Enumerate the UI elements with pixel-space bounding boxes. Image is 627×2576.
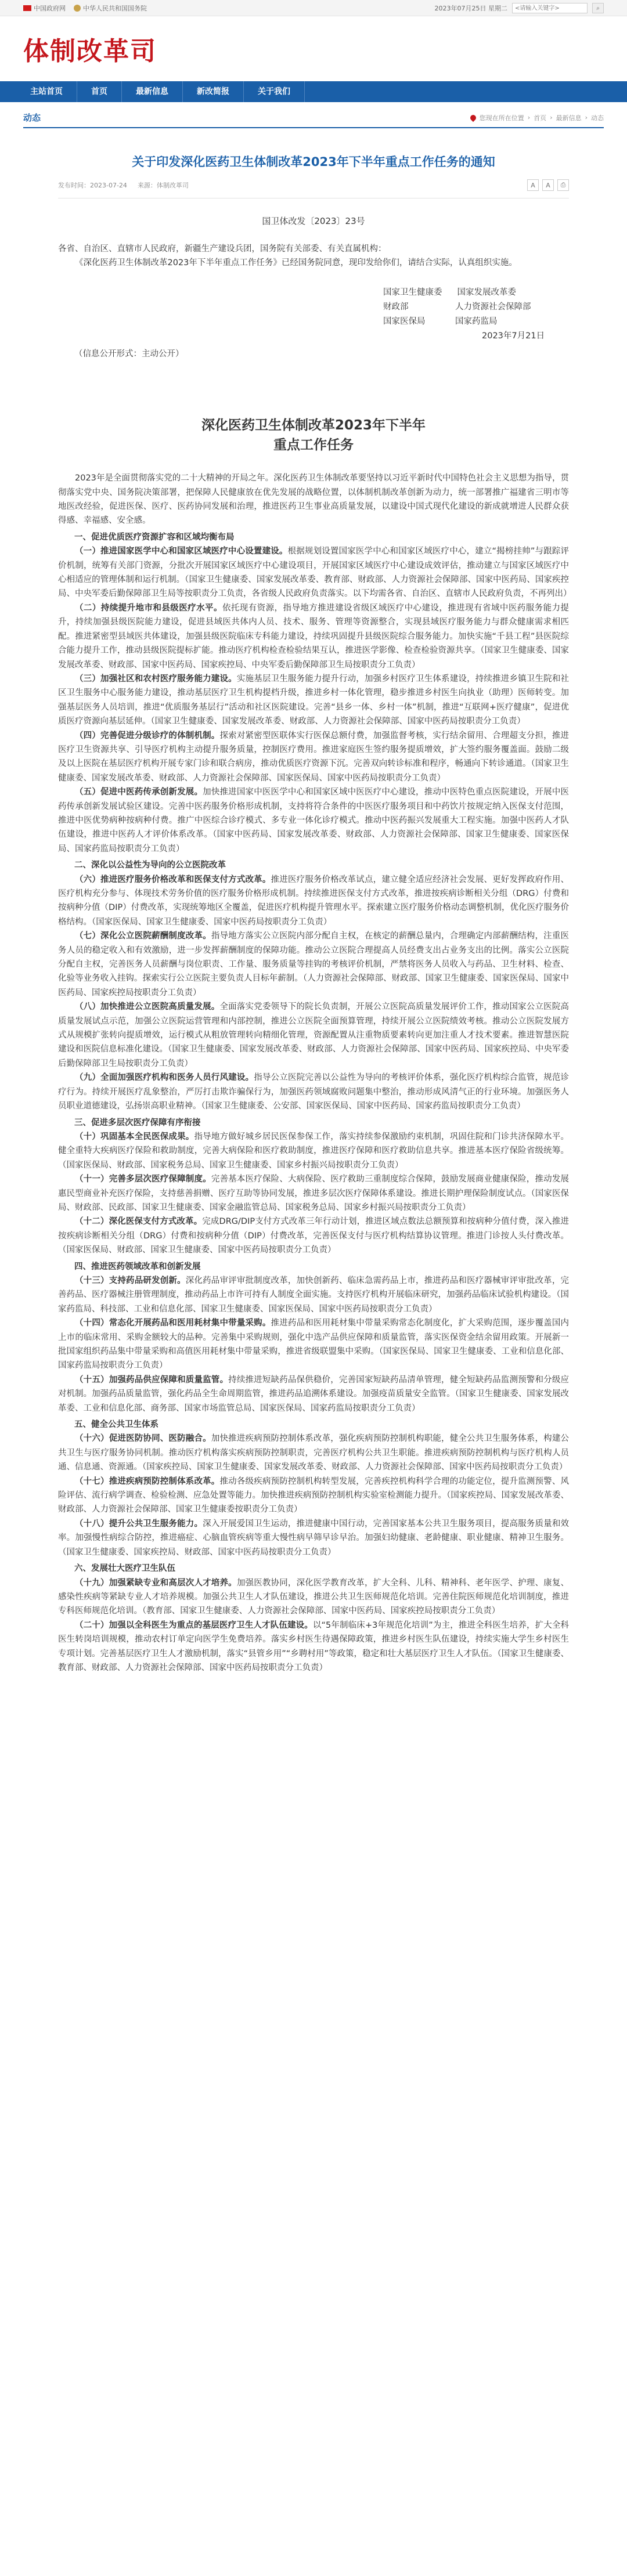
- nav-latest[interactable]: 最新信息: [122, 81, 183, 102]
- signer: 财政部: [383, 302, 409, 312]
- task-lead: （七）深化公立医院薪酬制度改革。: [75, 931, 211, 941]
- task-paragraph: [58, 544, 572, 601]
- task-paragraph: [58, 1215, 569, 1257]
- main-title-line: 深化医药卫生体制改革2023年下半年: [201, 418, 426, 433]
- article: [23, 153, 604, 1692]
- emblem-icon: [74, 5, 81, 12]
- task-lead: （十三）支持药品研发创新。: [75, 1276, 186, 1285]
- task-text: 完成DRG/DIP支付方式改革三年行动计划，推进区域点数法总额预算和按病种分值付费，深入推进按疾病诊断相关分组（DRG）付费和按病种分值（DIP）付费改革，完善医保支付与医疗机构结算协议管理。推进门诊按人头付费改革。（国家医保局、财政部、国家卫生健康委、国家中医药局按职责分工负责）: [58, 1217, 570, 1255]
- task-text: 完善基本医疗保险、大病保险、医疗救助三重制度综合保障，鼓励发展商业健康保险，推动发展惠民型商业补充医疗保险，支持慈善捐赠、医疗互助等协同发展，推进多层次医疗保障体系建设。推进长期护理保险制度试点。（国家医保局、财政部、民政部、国家卫生健康委、国家金融监管总局、国家税务总局、国家乡村振兴局按职责分工负责）: [58, 1175, 570, 1212]
- task-text: 指导地方做好城乡居民医保参保工作，落实持续参保激励约束机制，巩固住院和门诊共济保障水平。健全重特大疾病医疗保险和救助制度，完善大病保险和医疗救助制度，推进医疗保障和医疗救助信息共享。推进基本医疗保险省级统筹。（国家医保局、财政部、国家税务总局、国家卫生健康委、国家乡村振兴局按职责分工负责）: [58, 1132, 570, 1170]
- flag-icon: [23, 5, 31, 11]
- main-nav: [0, 81, 627, 102]
- task-paragraph: [58, 1432, 569, 1474]
- task-lead: （一）推进国家医学中心和国家区域医疗中心设置建设。: [75, 547, 288, 557]
- sign-date: 2023年7月21日: [482, 331, 545, 341]
- nav-home[interactable]: 首页: [77, 81, 122, 102]
- search-input[interactable]: [512, 3, 588, 13]
- site-title: 体制改革司: [23, 37, 157, 66]
- task-paragraph: [58, 929, 569, 1000]
- task-paragraph: [58, 672, 569, 729]
- preface-paragraph: 2023年是全面贯彻落实党的二十大精神的开局之年。深化医药卫生体制改革要坚持以习近平新时代中国特色社会主义思想为指导，贯彻落实党中央、国务院决策部署，把保障人民健康放在优先发展的战略位置，以体制机制改革创新为动力，统一部署推广福建省三明市等地医改经验，促进医保、医疗、医药协同发展和治理，推进医药卫生事业高质量发展，以建设中国式现代化建设的新成就增进人民群众获得感、幸福感、安全感。: [58, 474, 569, 526]
- gov-portal-link[interactable]: 中国政府网: [23, 3, 66, 13]
- disclosure-note: （信息公开形式：主动公开）: [74, 349, 184, 359]
- task-text: 根据规划设置国家医学中心和国家区域医疗中心，建立“揭榜挂帅”与跟踪评价机制，统筹有关部门资源，分批次开展国家区域医疗中心建设项目，开展国家区域医疗中心建设成效评估，推动建立与国家区域医疗中心相适应的管理体制和运行机制。（国家卫生健康委、国家发展改革委、教育部、财政部、人力资源社会保障部、国家中医药局、国家疾控局、中央军委后勤保障部卫生局等按职责分工负责，各省级人民政府负责落实。以下均需各省、自治区、直辖市人民政府负责，不再列出）: [58, 547, 572, 599]
- task-paragraph: [58, 1618, 569, 1675]
- signer: 国家药监局: [455, 316, 498, 326]
- location-pin-icon: [469, 113, 477, 121]
- salutation: 各省、自治区、直辖市人民政府，新疆生产建设兵团，国务院有关部委、有关直属机构：: [58, 244, 387, 254]
- article-source: 来源：体制改革司: [137, 182, 189, 189]
- task-paragraph: [58, 1316, 569, 1373]
- search-button[interactable]: [592, 3, 604, 13]
- task-paragraph: [58, 1373, 569, 1415]
- task-text: 加快推进疾病预防控制体系改革，强化疾病预防控制机构职能，健全公共卫生服务体系，构建公共卫生与医疗服务协同机制。推动医疗机构落实疾病预防控制职责，完善医疗机构公共卫生职能。推进疾病预防控制机构与医疗机构人员通、信息通、资源通。（国家疾控局、国家卫生健康委、国家发展改革委、财政部、人力资源社会保障部、国家中医药局按职责分工负责）: [58, 1434, 570, 1472]
- task-lead: （十五）加强药品供应保障和质量监管。: [75, 1375, 229, 1385]
- search-icon: ⌕: [596, 5, 600, 12]
- task-lead: （十八）提升公共卫生服务能力。: [75, 1519, 203, 1529]
- signer: 国家卫生健康委: [383, 287, 442, 297]
- signer: 国家发展改革委: [457, 287, 516, 297]
- task-text: 依托现有资源，指导地方推进建设省级区域医疗中心建设，推进现有省域中医药服务能力提升，持续加强县级医院能力建设，促进县域医共体内人员、技术、服务、管理等资源整合，实现县域医疗服务能力与群众健康需求相匹配。推进紧密型县域医共体建设，加强县级医院临床专科能力建设，持续巩固提升县级医院综合服务能力。加快实施“千县工程”县医院综合能力提升工作，推动县级医院提标扩能。推动医疗机构检查检验结果互认，推进医学影像、检查检验资源共享。（国家卫生健康委、国家发展改革委、财政部、国家中医药局、国家疾控局、中央军委后勤保障部卫生局按职责分工负责）: [58, 603, 569, 670]
- task-paragraph: [58, 1172, 569, 1215]
- breadcrumb: [23, 111, 604, 128]
- task-lead: （六）推进医疗服务价格改革和医保支付方式改革。: [75, 875, 271, 884]
- breadcrumb-label: 您现在所在位置: [479, 114, 524, 122]
- task-lead: （二）持续提升地市和县级医疗水平。: [75, 603, 222, 613]
- task-text: 以“5年制临床+3年规范化培训”为主，推进全科医生培养，扩大全科医生转岗培训规模，推动农村订单定向医学生免费培养。落实乡村医生待遇保障政策，推进乡村医生队伍建设，持续实施大学生乡村医生专项计划。完善基层医疗卫生人才激励机制，落实“县管乡用”“乡聘村用”等政策，稳定和壮大基层医疗卫生人才队伍。（国家卫生健康委、教育部、财政部、人力资源社会保障部、国家中医药局按职责分工负责）: [58, 1620, 570, 1672]
- today-date: 2023年07月25日 星期二: [434, 5, 507, 12]
- task-text: 深入开展爱国卫生运动，推进健康中国行动，完善国家基本公共卫生服务项目，提高服务质量和效率。加强慢性病综合防控，推进癌症、心脑血管疾病等重大慢性病早筛早诊早治。加强妇幼健康、老龄健康、职业健康、精神卫生服务。（国家卫生健康委、国家疾控局、财政部、国家中医药局按职责分工负责）: [58, 1519, 570, 1557]
- breadcrumb-current[interactable]: 动态: [591, 114, 604, 122]
- task-lead: （十二）深化医保支付方式改革。: [75, 1217, 203, 1227]
- task-paragraph: [58, 1517, 569, 1559]
- font-smaller-icon[interactable]: A: [542, 179, 554, 191]
- task-lead: （十九）加强紧缺专业和高层次人才培养。: [75, 1578, 237, 1588]
- task-lead: （八）加快推进公立医院高质量发展。: [75, 1002, 220, 1012]
- site-banner: [0, 16, 627, 81]
- document-number: 国卫体改发〔2023〕23号: [262, 216, 365, 226]
- section-heading: 一、促进优质医疗资源扩容和区域均衡布局: [74, 532, 235, 542]
- font-larger-icon[interactable]: A: [527, 179, 539, 191]
- publish-date: 发布时间：2023-07-24: [58, 182, 127, 189]
- task-paragraph: [58, 1475, 569, 1517]
- task-text: 持续推进短缺药品保供稳价，完善国家短缺药品清单管理，健全短缺药品监测预警和分级应对机制。加强药品质量监管，强化药品全生命周期监管，推进药品追溯体系建设。加强疫苗质量安全监管。（国家卫生健康委、国家发展改革委、工业和信息化部、商务部、国家市场监管总局、国家医保局、国家药监局按职责分工负责）: [58, 1375, 569, 1413]
- article-meta: [58, 179, 569, 198]
- task-lead: （十）巩固基本全民医保成果。: [75, 1132, 194, 1141]
- task-text: 加强医教协同，深化医学教育改革，扩大全科、儿科、精神科、老年医学、护理、康复、感染性疾病等紧缺专业人才培养规模。加强公共卫生人才队伍建设，推进公共卫生医师规范化培训。完善住院医师规范化培训制度，推进专科医师规范化培训。（教育部、国家卫生健康委、人力资源社会保障部、国家中医药局、国家疾控局按职责分工负责）: [58, 1578, 570, 1616]
- task-text: 推进医疗服务价格改革试点，建立健全适应经济社会发展、更好发挥政府作用、医疗机构充分参与、体现技术劳务价值的医疗服务价格形成机制。持续推进医保支付方式改革，推进按疾病诊断相关分组（DRG）付费和按病种分值（DIP）付费改革，实现统筹地区全覆盖，促进医疗机构提升管理水平。探索建立医疗服务价格动态调整机制，优化医疗服务价格结构。（国家医保局、国家卫生健康委、国家中医药局按职责分工负责）: [58, 875, 570, 927]
- task-text: 全面落实党委领导下的院长负责制，开展公立医院高质量发展评价工作，推动国家公立医院高质量发展试点示范，加强公立医院运营管理和内部控制，推进公立医院全面预算管理，持续开展公立医院绩效考核。推动公立医院发展方式从规模扩张转向提质增效，运行模式从粗放管理转向精细化管理，资源配置从注重物质要素转向更加注重人才技术要素。推进智慧医院建设和医院信息标准化建设。（国家卫生健康委、国家发展改革委、财政部、人力资源社会保障部、国家中医药局、国家疾控局、中央军委后勤保障部卫生局按职责分工负责）: [58, 1002, 569, 1068]
- task-lead: （四）完善促进分级诊疗的体制机制。: [75, 731, 220, 740]
- task-paragraph: [58, 601, 569, 672]
- task-text: 指导地方落实公立医院内部分配自主权，在核定的薪酬总量内，合理确定内部薪酬结构，注重医务人员的稳定收入和有效激励，进一步发挥薪酬制度的保障功能。推动公立医院合理提高人员经费支出占业务支出的比例。落实公立医院分配自主权，完善医务人员薪酬与岗位职责、工作量、服务质量等挂钩的考核评价机制，严禁将医务人员收入与药品、卫生材料、检查、化验等业务收入挂钩。探索实行公立医院主要负责人目标年薪制。（人力资源社会保障部、财政部、国家卫生健康委、国家医保局、国家中医药局、国家疾控局按职责分工负责）: [58, 931, 570, 998]
- section-heading: 四、推进医药领域改革和创新发展: [74, 1262, 201, 1271]
- task-paragraph: [58, 1130, 569, 1172]
- print-icon[interactable]: ⎙: [557, 179, 569, 191]
- breadcrumb-latest[interactable]: 最新信息: [556, 114, 582, 122]
- task-text: 深化药品审评审批制度改革，加快创新药、临床急需药品上市，推进药品和医疗器械审评审批改革，完善药品、医疗器械注册管理制度，推动药品上市许可持有人制度全面实施。支持医疗机构开展临床研究，加强药品临床试验机构建设。（国家药监局、科技部、工业和信息化部、国家卫生健康委、国家医保局、国家中医药局按职责分工负责）: [58, 1276, 569, 1314]
- nav-about[interactable]: 关于我们: [244, 81, 305, 102]
- signers: [58, 286, 569, 344]
- task-text: 指导公立医院完善以公益性为导向的考核评价体系，强化医疗机构综合监管，规范诊疗行为。持续开展医疗乱象整治，严厉打击欺诈骗保行为，加强医药领域腐败问题集中整治，推动形成风清气正的行业环境。加强医务人员职业道德建设，弘扬崇高职业精神。（国家卫生健康委、公安部、国家医保局、国家中医药局、国家药监局按职责分工负责）: [58, 1073, 570, 1111]
- section-title: 动态: [23, 113, 41, 123]
- section-heading: 二、深化以公益性为导向的公立医院改革: [74, 861, 226, 870]
- article-title: 关于印发深化医药卫生体制改革2023年下半年重点工作任务的通知: [132, 155, 495, 169]
- task-paragraph: [58, 1000, 569, 1071]
- task-text: 推动各级疾病预防控制机构转型发展，完善疾控机构科学合理的功能定位，提升监测预警、风险评估、流行病学调查、检验检测、应急处置等能力。加快推进疾病预防控制机构实验室检测能力提升。（国家疾控局、国家发展改革委、财政部、人力资源社会保障部、国家卫生健康委按职责分工负责）: [58, 1476, 569, 1515]
- task-paragraph: [58, 1576, 569, 1618]
- task-lead: （九）全面加强医疗机构和医务人员行风建设。: [75, 1073, 254, 1083]
- top-utility-bar: [0, 0, 627, 16]
- main-title-line: 重点工作任务: [273, 438, 354, 453]
- task-text: 探索对紧密型医联体实行医保总额付费，加强监督考核，实行结余留用、合理超支分担，推进医疗卫生资源共享、引导医疗机构主动提升服务质量，控制医疗费用。推进家庭医生签约服务提质增效，扩大签约服务覆盖面。鼓励二级及以上医院在基层医疗机构开展专家门诊和联合病房，推动优质医疗资源下沉。完善双向转诊标准和程序，畅通向下转诊通道。（国家卫生健康委、国家发展改革委、财政部、人力资源社会保障部、国家医保局、国家中医药局按职责分工负责）: [58, 731, 569, 783]
- sections: [58, 530, 572, 1675]
- task-lead: （五）促进中医药传承创新发展。: [75, 787, 203, 797]
- nav-main-site[interactable]: 主站首页: [23, 81, 77, 102]
- task-paragraph: [58, 873, 569, 930]
- section-heading: 三、促进多层次医疗保障有序衔接: [74, 1118, 201, 1128]
- task-lead: （十一）完善多层次医疗保障制度。: [75, 1175, 211, 1184]
- main-title: [58, 416, 569, 455]
- task-paragraph: [58, 729, 569, 786]
- section-heading: 六、发展壮大医疗卫生队伍: [74, 1564, 175, 1574]
- signer: 国家医保局: [383, 316, 426, 326]
- section-heading: 五、健全公共卫生体系: [74, 1420, 158, 1430]
- task-lead: （十七）推进疾病预防控制体系改革。: [75, 1476, 220, 1486]
- task-text: 实施基层卫生服务能力提升行动，加强乡村医疗卫生体系建设，持续推进乡镇卫生院和社区卫生服务中心服务能力建设，推动基层医疗卫生机构提档升级，推进乡村一体化管理，稳步推进乡村医生向执业（助理）医师转变。加强基层医务人员培训，推进“优质服务基层行”活动和社区医院建设。完善“县乡一体、乡村一体”机制，推进“互联网+医疗健康”，促进优质医疗资源向基层延伸。（国家卫生健康委、国家发展改革委、财政部、人力资源社会保障部、国家中医药局按职责分工负责）: [58, 674, 570, 727]
- intro-paragraph: 《深化医药卫生体制改革2023年下半年重点工作任务》已经国务院同意，现印发给你们，请结合实际，认真组织实施。: [75, 258, 517, 268]
- task-lead: （十六）促进医防协同、医防融合。: [75, 1434, 211, 1444]
- nav-briefing[interactable]: 新改简报: [183, 81, 244, 102]
- task-paragraph: [58, 1071, 569, 1113]
- breadcrumb-path: 您现在所在位置 › 首页 › 最新信息 › 动态: [470, 113, 604, 122]
- task-paragraph: [58, 785, 569, 856]
- task-paragraph: [58, 1274, 569, 1316]
- task-lead: （二十）加强以全科医生为重点的基层医疗卫生人才队伍建设。: [75, 1620, 313, 1630]
- task-text: 加快推进国家中医医学中心和国家区域中医医疗中心建设，推动中医特色重点医院建设，开展中医药传承创新发展试验区建设。完善中医药服务价格形成机制，支持将符合条件的中医医疗服务项目和中药饮片按规定纳入医保支付范围，推进中医优势病种按病种付费。推广中医综合诊疗模式、多专业一体化诊疗模式。推动中医药振兴发展重大工程实施。加强中医药人才队伍建设，推进中医药人才评价体系改革。（国家中医药局、国家发展改革委、财政部、人力资源社会保障部、国家卫生健康委、国家医保局、国家药监局按职责分工负责）: [58, 787, 570, 854]
- breadcrumb-home[interactable]: 首页: [534, 114, 547, 122]
- signer: 人力资源社会保障部: [455, 302, 531, 312]
- task-text: 推进药品和医用耗材集中带量采购常态化制度化，扩大采购范围，逐步覆盖国内上市的临床常用、采购金额较大的品种。完善集中采购规则，强化中选产品供应保障和质量监管，落实医保资金结余留用政策。开展新一批国家组织药品集中带量采购和高值医用耗材集中带量采购，推进省级联盟集中采购。（国家医保局、国家卫生健康委、工业和信息化部、国家药监局按职责分工负责）: [58, 1318, 570, 1371]
- task-lead: （三）加强社区和农村医疗服务能力建设。: [75, 674, 237, 684]
- task-lead: （十四）常态化开展药品和医用耗材集中带量采购。: [75, 1318, 271, 1328]
- state-council-link[interactable]: 中华人民共和国国务院: [74, 3, 147, 13]
- body-content: [58, 471, 572, 1675]
